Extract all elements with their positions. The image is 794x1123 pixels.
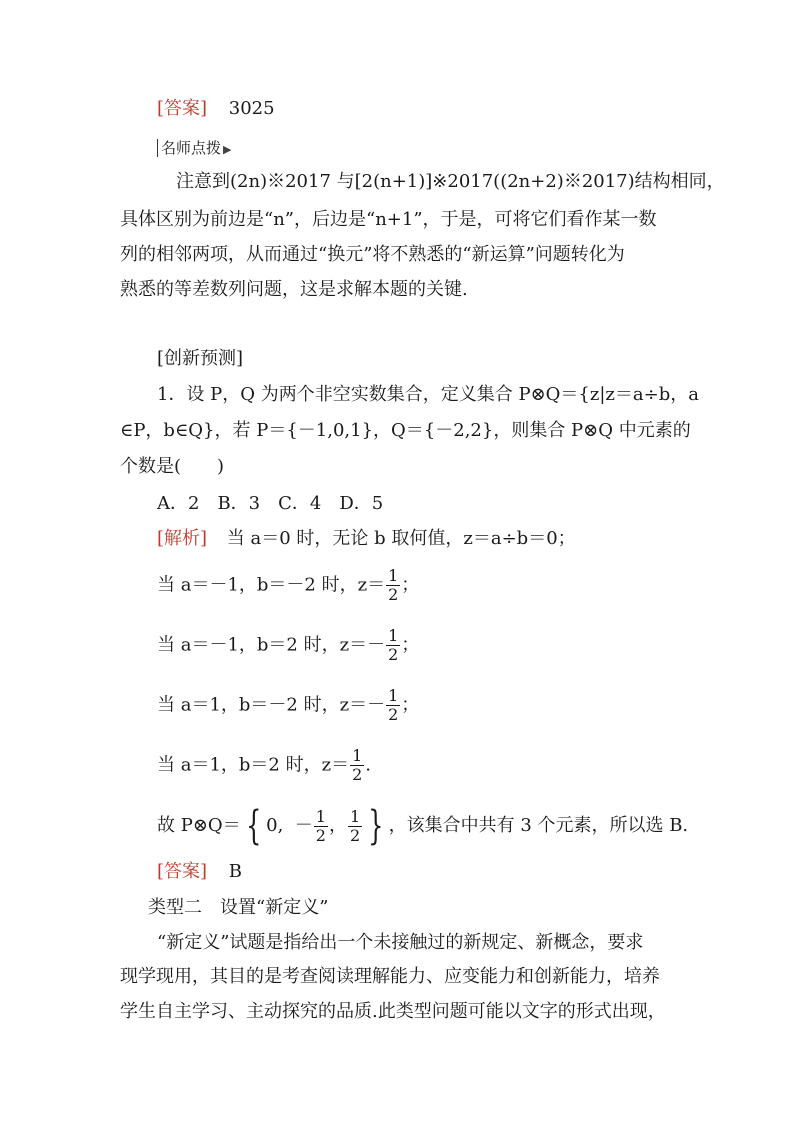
fraction: $\frac{1}{2}$	[388, 566, 399, 604]
left-brace: {	[245, 803, 262, 849]
right-brace: }	[368, 803, 384, 849]
fraction: $\frac{1}{2}$	[388, 626, 399, 664]
fraction: $\frac{1}{2}$	[388, 686, 399, 724]
punctuation: ；	[401, 574, 420, 596]
case-text: 当 a＝1，b＝2 时，z＝	[157, 754, 350, 776]
therefore-line	[157, 803, 689, 849]
case-line-3	[157, 687, 419, 724]
type-two-line-1: “新定义”试题是指给出一个未接触过的新规定、新概念，要求	[157, 932, 644, 953]
fraction: $\frac{1}{2}$	[352, 746, 363, 784]
triangle-right-icon: ▶	[223, 143, 232, 156]
answer-value: 3025	[228, 98, 275, 119]
question-line-1: 1．设 P，Q 为两个非空实数集合，定义集合 P⊗Q＝{z|z＝a÷b，a	[157, 384, 699, 405]
therefore-prefix: 故 P⊗Q＝	[157, 815, 241, 836]
fraction: $\frac{1}{2}$	[315, 806, 326, 845]
answer-line-2	[157, 860, 242, 884]
answer-line	[157, 97, 275, 121]
case-text: 当 a＝－1，b＝－2 时，z＝	[157, 574, 386, 596]
set-zero: 0,	[266, 815, 284, 836]
therefore-suffix: ，该集合中共有 3 个元素，所以选 B.	[388, 815, 689, 836]
punctuation: ；	[401, 694, 420, 716]
analysis-line	[157, 527, 576, 551]
tip-para-line-4: 熟悉的等差数列问题，这是求解本题的关键.	[120, 279, 468, 300]
fraction: $\frac{1}{2}$	[349, 806, 361, 845]
punctuation: ；	[401, 634, 420, 656]
options-line: A．2 B．3 C．4 D．5	[157, 493, 384, 514]
set-neg-sign: －	[294, 815, 313, 836]
analysis-tag: [解析]	[157, 528, 208, 549]
case-text: 当 a＝1，b＝－2 时，z＝－	[157, 694, 386, 716]
tip-para-line-1: 注意到(2n)※2017 与[2(n+1)]※2017((2n+2)※2017)结构相同，	[176, 171, 725, 192]
case-line-1	[157, 567, 419, 604]
case-text: 当 a＝－1，b＝2 时，z＝－	[157, 634, 386, 656]
answer-tag: [答案]	[157, 861, 208, 882]
case-line-2	[157, 627, 419, 664]
analysis-text: 当 a＝0 时，无论 b 取何值，z＝a÷b＝0；	[226, 528, 576, 549]
type-two-line-2: 现学现用，其目的是考查阅读理解能力、应变能力和创新能力，培养	[120, 966, 660, 987]
set-comma: ，	[328, 815, 347, 836]
tip-para-line-2: 具体区别为前边是“n”，后边是“n+1”，于是，可将它们看作某一数	[120, 209, 657, 230]
answer-value: B	[228, 861, 243, 882]
question-line-2: ∈P，b∈Q}，若 P＝{－1,0,1}，Q＝{－2,2}，则集合 P⊗Q 中元素的	[120, 420, 691, 441]
punctuation: .	[365, 754, 372, 776]
answer-tag: [答案]	[157, 98, 208, 119]
type-two-heading: 类型二 设置“新定义”	[148, 897, 329, 918]
type-two-line-3: 学生自主学习、主动探究的品质.此类型问题可能以文字的形式出现，	[120, 1001, 666, 1022]
tip-para-line-3: 列的相邻两项，从而通过“换元”将不熟悉的“新运算”问题转化为	[120, 244, 625, 265]
question-line-3: 个数是( )	[120, 456, 225, 477]
tip-label-line	[157, 136, 231, 162]
innovation-heading: [创新预测]	[157, 348, 244, 369]
tip-label: 名师点拨	[157, 139, 221, 157]
case-line-4	[157, 747, 371, 784]
